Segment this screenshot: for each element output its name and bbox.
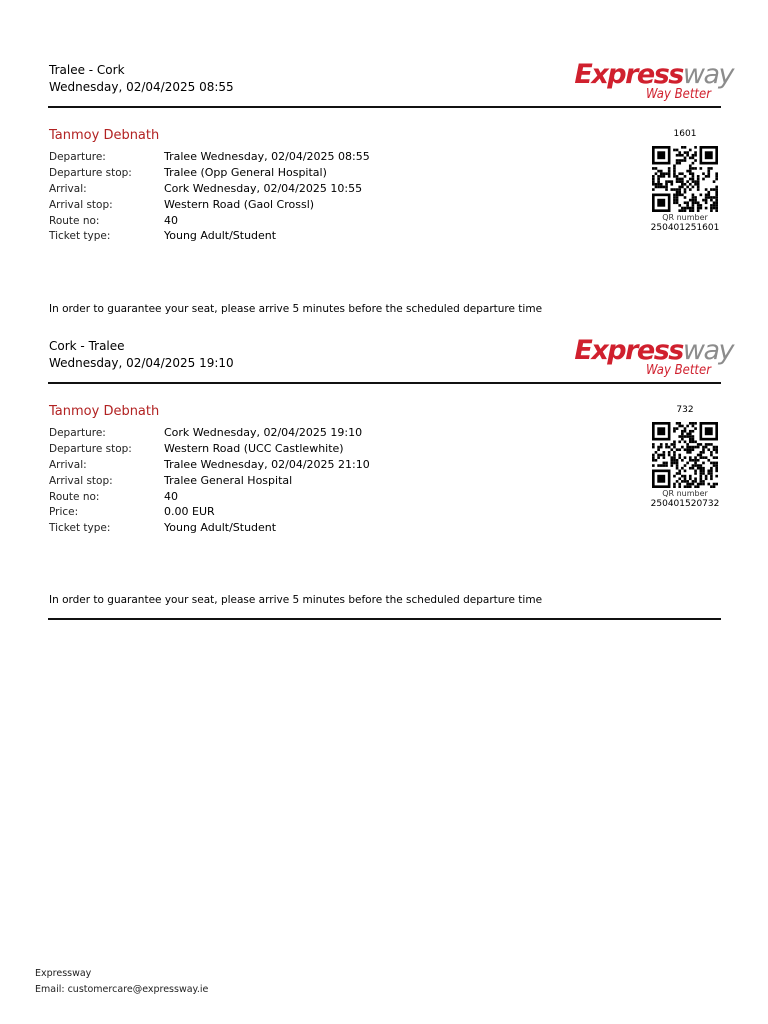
detail-value: Western Road (UCC Castlewhite) bbox=[164, 441, 344, 455]
detail-row bbox=[49, 489, 370, 505]
route-datetime: Wednesday, 02/04/2025 08:55 bbox=[49, 80, 234, 94]
detail-row bbox=[49, 441, 370, 457]
detail-row bbox=[49, 228, 370, 244]
detail-value: Western Road (Gaol Crossl) bbox=[164, 197, 315, 211]
qr-code-icon bbox=[652, 146, 718, 212]
route-header bbox=[48, 59, 733, 106]
detail-row bbox=[49, 197, 370, 213]
detail-value: 40 bbox=[164, 213, 178, 227]
expressway-logo bbox=[543, 60, 733, 106]
qr-label: QR number bbox=[662, 489, 708, 498]
detail-value: Tralee Wednesday, 02/04/2025 08:55 bbox=[164, 150, 370, 163]
detail-value: Tralee Wednesday, 02/04/2025 21:10 bbox=[164, 457, 370, 471]
expressway-logo bbox=[543, 336, 733, 382]
detail-row bbox=[49, 425, 370, 441]
ticket-bottom-divider bbox=[48, 618, 721, 620]
route-datetime: Wednesday, 02/04/2025 19:10 bbox=[49, 356, 234, 370]
detail-row bbox=[49, 457, 370, 473]
detail-label: Arrival stop: bbox=[49, 474, 113, 487]
detail-label: Route no: bbox=[49, 214, 100, 227]
passenger-name: Tanmoy Debnath bbox=[49, 404, 160, 419]
logo-word-way: way bbox=[682, 335, 733, 366]
footer-company: Expressway bbox=[35, 968, 92, 979]
detail-label: Departure stop: bbox=[49, 442, 132, 455]
detail-label: Ticket type: bbox=[49, 522, 111, 535]
detail-label: Ticket type: bbox=[49, 230, 111, 243]
detail-row bbox=[49, 473, 370, 489]
route-title: Tralee - Cork bbox=[49, 63, 125, 77]
detail-label: Route no: bbox=[49, 490, 100, 503]
detail-row bbox=[49, 504, 370, 520]
detail-value: Tralee (Opp General Hospital) bbox=[164, 165, 327, 179]
detail-label: Arrival stop: bbox=[49, 198, 113, 211]
qr-number: 250401251601 bbox=[650, 223, 720, 233]
logo-tagline: Way Better bbox=[645, 87, 711, 102]
detail-value: Young Adult/Student bbox=[164, 521, 277, 535]
detail-label: Arrival: bbox=[49, 182, 87, 195]
detail-value: Tralee General Hospital bbox=[164, 473, 293, 487]
detail-row bbox=[49, 213, 370, 229]
qr-number: 250401520732 bbox=[650, 499, 720, 509]
ticket-details bbox=[49, 149, 370, 244]
ticket-details bbox=[49, 425, 370, 536]
detail-label: Departure: bbox=[49, 427, 106, 439]
header-divider bbox=[48, 382, 721, 384]
detail-row bbox=[49, 181, 370, 197]
header-divider bbox=[48, 106, 721, 108]
detail-value: 0.00 EUR bbox=[164, 505, 215, 519]
detail-label: Departure stop: bbox=[49, 166, 132, 179]
detail-label: Departure: bbox=[49, 151, 106, 163]
arrival-notice: In order to guarantee your seat, please arrive 5 minutes before the scheduled departure time bbox=[49, 303, 543, 315]
detail-label: Price: bbox=[49, 506, 79, 519]
passenger-name: Tanmoy Debnath bbox=[49, 128, 160, 143]
detail-value: Young Adult/Student bbox=[164, 229, 277, 243]
qr-code-id: 732 bbox=[676, 405, 694, 415]
qr-block bbox=[649, 404, 721, 510]
route-title: Cork - Tralee bbox=[49, 339, 125, 353]
detail-label: Arrival: bbox=[49, 458, 87, 471]
detail-row bbox=[49, 165, 370, 181]
detail-value: Cork Wednesday, 02/04/2025 19:10 bbox=[164, 426, 363, 439]
footer-email: Email: customercare@expressway.ie bbox=[35, 984, 209, 995]
qr-label: QR number bbox=[662, 213, 708, 222]
detail-row bbox=[49, 520, 370, 536]
detail-row bbox=[49, 149, 370, 165]
logo-word-way: way bbox=[682, 59, 733, 90]
qr-code-icon bbox=[652, 422, 718, 488]
page-footer bbox=[35, 966, 208, 998]
detail-value: Cork Wednesday, 02/04/2025 10:55 bbox=[164, 181, 363, 195]
qr-block bbox=[649, 128, 721, 234]
route-header bbox=[48, 335, 733, 382]
detail-value: 40 bbox=[164, 489, 178, 503]
logo-tagline: Way Better bbox=[645, 363, 711, 378]
qr-code-id: 1601 bbox=[673, 129, 697, 139]
logo-word-express: Express bbox=[574, 335, 683, 366]
arrival-notice: In order to guarantee your seat, please arrive 5 minutes before the scheduled departure time bbox=[49, 594, 543, 606]
logo-word-express: Express bbox=[574, 59, 683, 90]
ticket-outbound bbox=[48, 59, 733, 315]
ticket-return bbox=[48, 335, 733, 606]
